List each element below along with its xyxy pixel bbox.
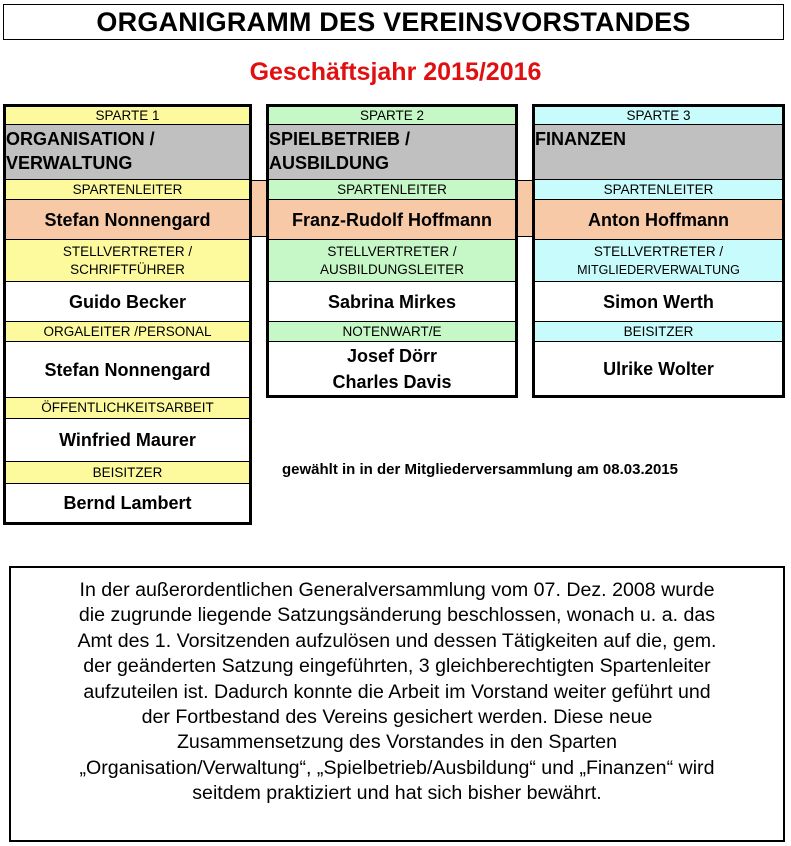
sparte-heading bbox=[535, 125, 782, 180]
deputy-name: Sabrina Mirkes bbox=[269, 282, 515, 322]
info-text-line: aufzuteilen ist. Dadurch konnte die Arbeit im Vorstand weiter geführt und bbox=[83, 680, 711, 703]
role-label: NOTENWART/E bbox=[269, 322, 515, 342]
sparte-heading-line1: ORGANISATION / bbox=[6, 129, 155, 149]
role-label: BEISITZER bbox=[535, 322, 782, 342]
role-name: Winfried Maurer bbox=[6, 419, 249, 462]
role-name: Ulrike Wolter bbox=[603, 358, 714, 379]
leader-name: Anton Hoffmann bbox=[535, 200, 782, 240]
sparte-heading-line1: FINANZEN bbox=[535, 129, 626, 149]
deputy-label-line2: MITGLIEDERVERWALTUNG bbox=[577, 262, 740, 277]
role-label: BEISITZER bbox=[6, 462, 249, 484]
info-text-line: Amt des 1. Vorsitzenden aufzulösen und dessen Tätigkeiten auf die, gem. bbox=[77, 629, 717, 652]
deputy-name: Guido Becker bbox=[6, 282, 249, 322]
leader-name: Franz-Rudolf Hoffmann bbox=[269, 200, 515, 240]
sparte-heading bbox=[6, 125, 249, 180]
role-label: ORGALEITER /PERSONAL bbox=[6, 322, 249, 342]
deputy-label bbox=[269, 240, 515, 282]
sparte-heading bbox=[269, 125, 515, 180]
column-finanzen bbox=[532, 104, 785, 398]
sparte-heading-line2: AUSBILDUNG bbox=[269, 153, 389, 173]
leader-label: SPARTENLEITER bbox=[6, 180, 249, 200]
deputy-label-line1: STELLVERTRETER / bbox=[593, 243, 724, 259]
info-text-line: Zusammensetzung des Vorstandes in den Sparten bbox=[176, 731, 618, 754]
deputy-name: Simon Werth bbox=[535, 282, 782, 322]
sparte-label: SPARTE 3 bbox=[535, 107, 782, 125]
info-text-line: der Fortbestand des Vereins gesichert werden. Diese neue bbox=[141, 706, 653, 729]
info-text-line: die zugrunde liegende Satzungsänderung beschlossen, wonach u. a. das bbox=[78, 604, 716, 627]
role-name: Stefan Nonnengard bbox=[6, 342, 249, 398]
role-name-line2: Charles Davis bbox=[332, 371, 452, 392]
sparte-label: SPARTE 2 bbox=[269, 107, 515, 125]
page-title: ORGANIGRAMM DES VEREINSVORSTANDES bbox=[3, 4, 784, 40]
info-text-line: seitdem praktiziert und hat sich bisher bewährt. bbox=[192, 782, 602, 805]
sparte-heading-line2: VERWALTUNG bbox=[6, 153, 133, 173]
deputy-label bbox=[6, 240, 249, 282]
deputy-label-line2: AUSBILDUNGSLEITER bbox=[319, 261, 465, 277]
column-spielbetrieb bbox=[266, 104, 518, 398]
info-text-box bbox=[9, 566, 785, 842]
role-name-line1: Josef Dörr bbox=[346, 345, 438, 366]
deputy-label-line1: STELLVERTRETER / bbox=[327, 243, 457, 259]
sparte-heading-line1: SPIELBETRIEB / bbox=[269, 129, 411, 149]
deputy-label bbox=[535, 240, 782, 282]
fiscal-year-subtitle: Geschäftsjahr 2015/2016 bbox=[249, 58, 542, 86]
sparte-label: SPARTE 1 bbox=[6, 107, 249, 125]
column-organisation bbox=[3, 104, 252, 525]
election-note: gewählt in in der Mitgliederversammlung am 08.03.2015 bbox=[282, 461, 678, 478]
info-text-line: „Organisation/Verwaltung“, „Spielbetrieb/Ausbildung“ und „Finanzen“ wird bbox=[79, 756, 715, 779]
leader-name: Stefan Nonnengard bbox=[6, 200, 249, 240]
leader-connector-right bbox=[518, 180, 532, 237]
deputy-label-line1: STELLVERTRETER / bbox=[62, 243, 193, 259]
info-text-line: In der außerordentlichen Generalversammlung vom 07. Dez. 2008 wurde bbox=[79, 579, 715, 601]
role-names bbox=[269, 342, 515, 395]
role-label: ÖFFENTLICHKEITSARBEIT bbox=[6, 398, 249, 419]
leader-label: SPARTENLEITER bbox=[269, 180, 515, 200]
leader-connector-left bbox=[252, 180, 266, 237]
deputy-label-line2: SCHRIFTFÜHRER bbox=[70, 261, 185, 277]
info-text-line: der geänderten Satzung eingeführten, 3 gleichberechtigten Spartenleiter bbox=[83, 655, 711, 678]
leader-label: SPARTENLEITER bbox=[535, 180, 782, 200]
role-name: Bernd Lambert bbox=[63, 493, 192, 513]
